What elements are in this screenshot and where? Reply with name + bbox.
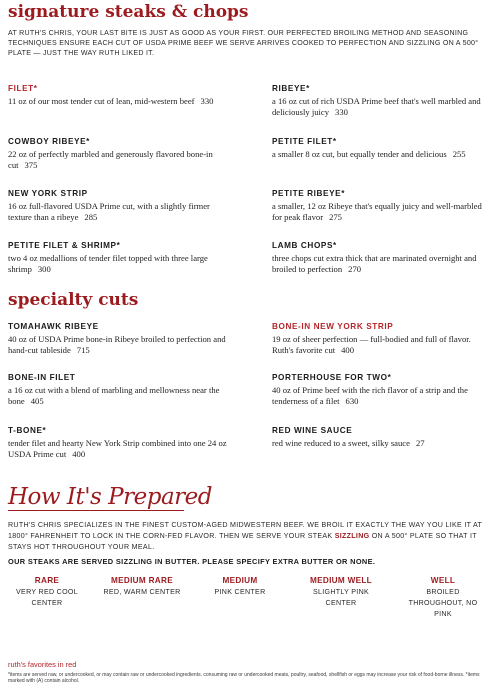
item-price: 285 — [84, 212, 98, 222]
item-name: TOMAHAWK RIBEYE — [8, 322, 99, 331]
temperature-rare — [0, 576, 97, 609]
temperature-guide — [0, 576, 490, 640]
item-price: 330 — [335, 107, 348, 117]
item-description: a 16 oz cut of rich USDA Prime beef that's well marbled and deliciously juicy 330 — [272, 96, 481, 117]
menu-item-cowboy-ribeye — [8, 137, 233, 171]
menu-item-new-york-strip — [8, 189, 233, 223]
butter-note: OUR STEAKS ARE SERVED SIZZLING IN BUTTER. PLEASE SPECIFY EXTRA BUTTER OR NONE. — [8, 557, 376, 566]
item-description: 11 oz of our most tender cut of lean, mid-western beef 330 — [8, 96, 214, 106]
item-name: T-BONE* — [8, 426, 47, 435]
item-price: 375 — [24, 160, 38, 170]
item-description: a smaller, 12 oz Ribeye that's equally juicy and well-marbled for peak flavor 275 — [272, 201, 482, 222]
menu-item-petite-filet-shrimp — [8, 241, 233, 275]
item-price: 630 — [345, 396, 359, 406]
signature-intro: AT RUTH'S CHRIS, YOUR LAST BITE IS JUST AS GOOD AS YOUR FIRST. OUR PERFECTED BROILING METHOD AND SEASONING TECHNIQUES ENSURE EACH CUT OF USDA PRIME BEEF WE SERVE ARRIVES COOKED TO PERFECTION AND SIZZLING ON A 500° PLATE — JUST THE WAY RUTH LIKED IT. — [8, 29, 479, 57]
item-price: 400 — [341, 345, 355, 355]
item-name: RED WINE SAUCE — [272, 426, 353, 435]
item-description: a smaller 8 oz cut, but equally tender and delicious 255 — [272, 149, 466, 159]
item-name: PETITE FILET & SHRIMP* — [8, 241, 121, 250]
item-price: 27 — [415, 438, 425, 448]
preparation-text: RUTH'S CHRIS SPECIALIZES IN THE FINEST CUSTOM-AGED MIDWESTERN BEEF. WE BROIL IT EXACTLY THE WAY YOU LIKE IT AT 1800° FAHRENHEIT TO LOCK IN THE CORN-FED FLAVOR. THEN WE SERVE YOUR STEAK SIZZLING ON A 500° PLATE SO THAT IT STAYS HOT THROUGHOUT YOUR MEAL. — [8, 521, 482, 551]
favorites-note: ruth's favorites in red — [8, 660, 77, 669]
item-price: 405 — [30, 396, 44, 406]
signature-title: signature steaks & chops — [8, 2, 249, 22]
sizzling-highlight: SIZZLING — [334, 532, 370, 540]
item-description: tender filet and hearty New York Strip combined into one 24 oz USDA Prime cut 400 — [8, 438, 227, 459]
temperature-description: RED, WARM CENTER — [103, 588, 181, 596]
item-name: FILET* — [8, 84, 38, 93]
item-description: 19 oz of sheer perfection — full-bodied and full of flavor. Ruth's favorite cut 400 — [272, 334, 471, 355]
menu-item-bone-in-new-york-strip — [272, 322, 486, 356]
item-name: PORTERHOUSE FOR TWO* — [272, 373, 392, 382]
item-description: red wine reduced to a sweet, silky sauce 27 — [272, 438, 425, 448]
menu-item-petite-filet — [272, 137, 486, 160]
item-price: 270 — [348, 264, 362, 274]
item-price: 400 — [72, 449, 86, 459]
item-description: 16 oz full-flavored USDA Prime cut, with a slightly firmer texture than a ribeye 285 — [8, 201, 210, 222]
menu-item-t-bone — [8, 426, 233, 460]
item-name: NEW YORK STRIP — [8, 189, 88, 198]
how-prepared-heading: How It's Prepared — [8, 484, 213, 510]
temperature-well — [393, 576, 490, 620]
item-description: 22 oz of perfectly marbled and generously flavored bone-in cut 375 — [8, 149, 213, 170]
temperature-name: MEDIUM WELL — [310, 576, 372, 585]
item-name: PETITE RIBEYE* — [272, 189, 346, 198]
menu-item-filet — [8, 84, 233, 107]
item-description: 40 oz of Prime beef with the rich flavor of a strip and the tenderness of a filet 630 — [272, 385, 468, 406]
temperature-description: PINK CENTER — [214, 588, 266, 596]
temperature-name: MEDIUM RARE — [111, 576, 173, 585]
menu-item-ribeye — [272, 84, 486, 118]
temperature-description: SLIGHTLY PINK CENTER — [312, 588, 370, 607]
menu-item-porterhouse-for-two — [272, 373, 486, 407]
item-description: two 4 oz medallions of tender filet topped with three large shrimp 300 — [8, 253, 208, 274]
menu-item-red-wine-sauce — [272, 426, 486, 449]
temperature-name: WELL — [430, 576, 456, 585]
temperature-medium-rare — [92, 576, 192, 598]
temperature-description: VERY RED COOL CENTER — [16, 588, 78, 607]
specialty-title: specialty cuts — [8, 290, 139, 310]
item-name: PETITE FILET* — [272, 137, 337, 146]
item-description: 40 oz of USDA Prime bone-in Ribeye broiled to perfection and hand-cut tableside 715 — [8, 334, 226, 355]
item-name: LAMB CHOPS* — [272, 241, 337, 250]
temperature-medium — [190, 576, 290, 598]
menu-item-petite-ribeye — [272, 189, 486, 223]
item-price: 300 — [37, 264, 51, 274]
item-name: BONE-IN NEW YORK STRIP — [272, 322, 394, 331]
item-price: 275 — [329, 212, 342, 222]
item-description: three chops cut extra thick that are marinated overnight and broiled to perfection 270 — [272, 253, 477, 274]
item-price: 330 — [200, 96, 214, 106]
temperature-medium-well — [291, 576, 391, 609]
menu-item-tomahawk-ribeye — [8, 322, 233, 356]
item-description: a 16 oz cut with a blend of marbling and mellowness near the bone 405 — [8, 385, 220, 406]
temperature-name: MEDIUM — [222, 576, 258, 585]
temperature-name: RARE — [34, 576, 60, 585]
item-name: COWBOY RIBEYE* — [8, 137, 90, 146]
item-price: 715 — [76, 345, 90, 355]
temperature-description: BROILED THROUGHOUT, NO PINK — [408, 588, 478, 618]
item-name: BONE-IN FILET — [8, 373, 76, 382]
item-price: 255 — [452, 149, 466, 159]
item-name: RIBEYE* — [272, 84, 310, 93]
menu-item-lamb-chops — [272, 241, 486, 275]
heading-underline — [8, 510, 184, 511]
fine-print: *items are served raw, or undercooked, or may contain raw or undercooked ingredients. consuming raw or undercooked meats, poultry, seafood, shellfish or eggs may increase your risk of food-borne illness. *items marked with (A) contain alcohol. — [8, 672, 480, 685]
menu-item-bone-in-filet — [8, 373, 233, 407]
